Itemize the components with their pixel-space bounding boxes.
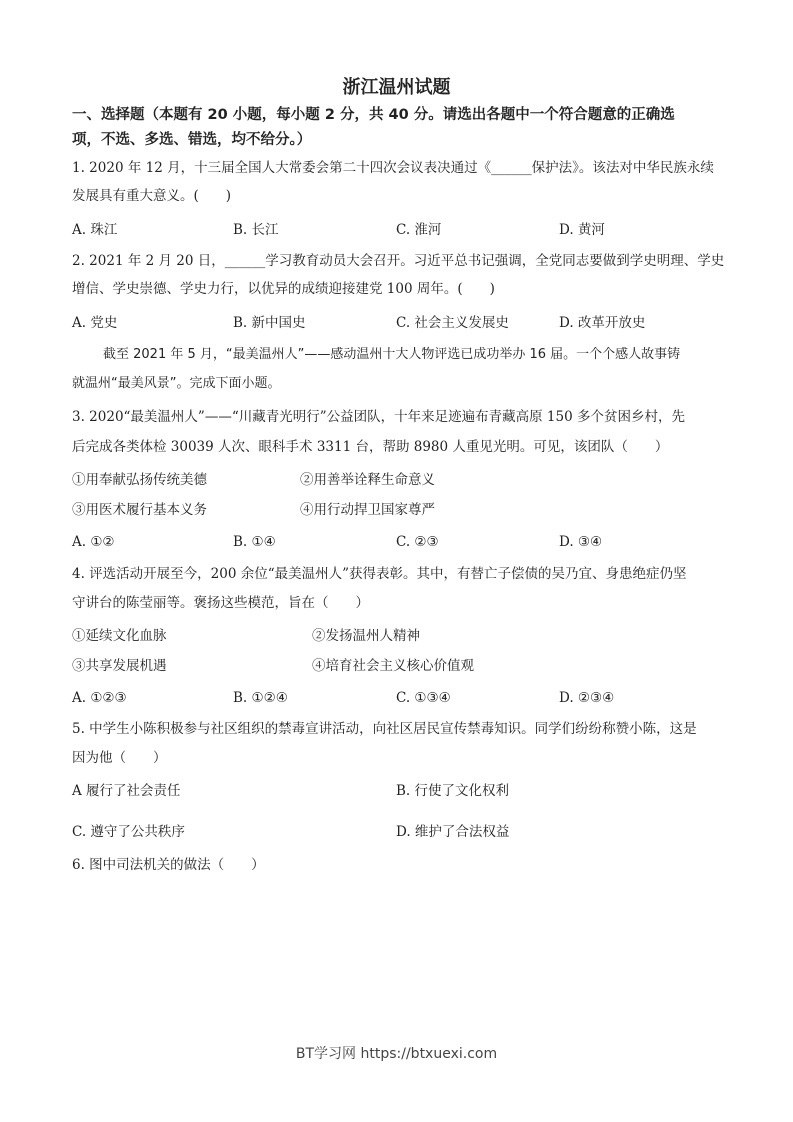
section-heading: 一、选择题（本题有 20 小题，每小题 2 分，共 40 分。请选出各题中一个符合题意的正确选 [72,107,675,123]
q3-statement-3: ③用医术履行基本义务 [72,502,207,518]
passage-cont: 就温州“最美风景”。完成下面小题。 [72,376,281,391]
q1-stem-cont: 发展具有重大意义。( ) [72,188,232,204]
q4-stem-cont: 守讲台的陈莹丽等。褒扬这些模范，旨在（ ） [72,595,369,611]
q2-option-a: A. 党史 [72,315,118,331]
q5-option-d: D. 维护了合法权益 [396,824,510,840]
q4-statement-3: ③共享发展机遇 [72,658,167,674]
q4-stem: 4. 评选活动开展至今，200 余位“最美温州人”获得表彰。其中，有替亡子偿债的吴乃宜、身患绝症仍坚 [72,566,687,582]
q3-statement-2: ②用善举诠释生命意义 [300,472,435,488]
q2-option-b: B. 新中国史 [233,315,306,331]
document-title: 浙江温州试题 [342,77,451,98]
q2-option-c: C. 社会主义发展史 [396,315,509,331]
q4-statement-2: ②发扬温州人精神 [312,628,420,644]
q2-option-d: D. 改革开放史 [559,315,646,331]
q4-option-b: B. ①②④ [233,690,288,706]
q2-stem-cont: 增信、学史崇德、学史力行，以优异的成绩迎接建党 100 周年。( ) [72,281,495,297]
q1-option-a: A. 珠江 [72,222,118,238]
q4-statement-4: ④培育社会主义核心价值观 [312,658,474,674]
q4-option-a: A. ①②③ [72,690,127,706]
q3-option-a: A. ①② [72,534,115,550]
passage: 截至 2021 年 5 月，“最美温州人”——感动温州十大人物评选已成功举办 16 届。一个个感人故事铸 [103,347,681,362]
q3-stem-cont: 后完成各类体检 30039 人次、眼科手术 3311 台，帮助 8980 人重见光明。可见，该团队（ ） [72,439,669,455]
q1-option-b: B. 长江 [233,222,279,238]
section-heading-cont: 项，不选、多选、错选，均不给分。） [72,132,312,148]
q5-stem-cont: 因为他（ ） [72,750,167,766]
q3-statement-4: ④用行动捍卫国家尊严 [300,502,435,518]
q1-stem: 1. 2020 年 12 月，十三届全国人大常委会第二十四次会议表决通过《______保护法》。该法对中华民族永续 [72,160,714,176]
q5-option-c: C. 遵守了公共秩序 [72,824,185,840]
q3-option-d: D. ③④ [559,534,603,550]
q1-option-d: D. 黄河 [559,222,605,238]
q2-stem: 2. 2021 年 2 月 20 日，______学习教育动员大会召开。习近平总书记强调，全党同志要做到学史明理、学史 [72,253,725,269]
q5-option-a: A 履行了社会责任 [72,783,181,799]
q6-stem: 6. 图中司法机关的做法（ ） [72,857,265,873]
q1-option-c: C. 淮河 [396,222,442,238]
q3-stem: 3. 2020“最美温州人”——“川藏青光明行”公益团队，十年来足迹遍布青藏高原 150 多个贫困乡村，先 [72,409,685,425]
q3-statement-1: ①用奉献弘扬传统美德 [72,472,207,488]
q5-stem: 5. 中学生小陈积极参与社区组织的禁毒宣讲活动，向社区居民宣传禁毒知识。同学们纷纷称赞小陈，这是 [72,721,697,737]
q5-option-b: B. 行使了文化权利 [396,783,510,799]
q3-option-c: C. ②③ [396,534,439,550]
q4-option-d: D. ②③④ [559,690,615,706]
q3-option-b: B. ①④ [233,534,276,550]
footer-watermark: BT学习网 https://btxuexi.com [295,1046,498,1062]
q4-statement-1: ①延续文化血脉 [72,628,167,644]
q4-option-c: C. ①③④ [396,690,451,706]
